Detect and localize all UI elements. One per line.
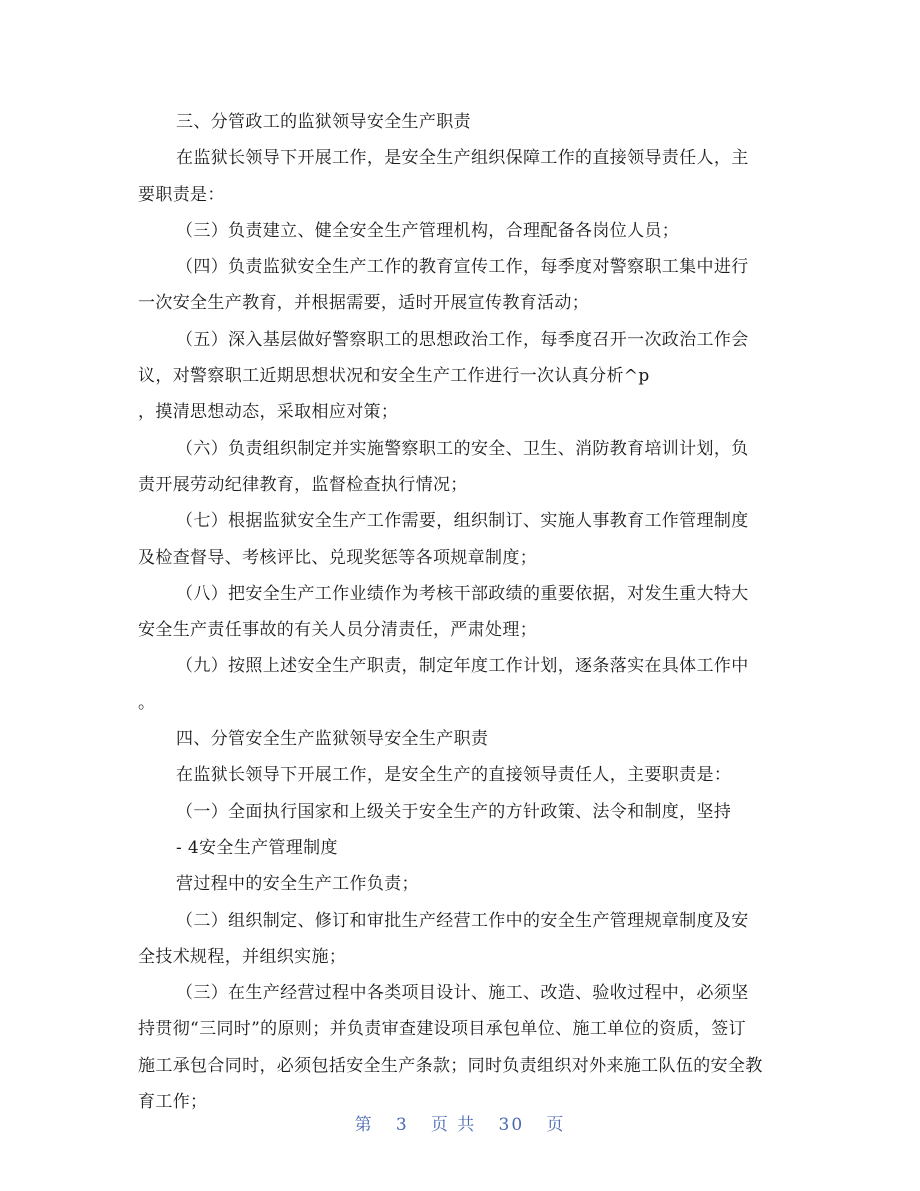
footer-prefix: 第 xyxy=(354,1115,374,1135)
text-line: 在监狱长领导下开展工作，是安全生产的直接领导责任人，主要职责是： xyxy=(176,765,732,786)
text-line: 三、分管政工的监狱领导安全生产职责 xyxy=(176,112,471,132)
text-line: 施工承包合同时，必须包括安全生产条款；同时负责组织对外来施工队伍的安全教 xyxy=(138,1055,763,1076)
text-line: 一次安全生产教育，并根据需要，适时开展宣传教育活动； xyxy=(138,293,590,314)
text-line: 议，对警察职工近期思想状况和安全生产工作进行一次认真分析^p xyxy=(138,366,650,387)
document-body xyxy=(138,104,788,1120)
text-line: 在监狱长领导下开展工作，是安全生产组织保障工作的直接领导责任人，主 xyxy=(176,148,749,169)
text-line: （八）把安全生产工作业绩作为考核干部政绩的重要依据，对发生重大特大 xyxy=(176,583,749,604)
text-line: 育工作； xyxy=(138,1092,208,1113)
text-line: 全技术规程，并组织实施； xyxy=(138,946,347,967)
text-line: （一）全面执行国家和上级关于安全生产的方针政策、法令和制度，坚持 xyxy=(176,801,732,822)
text-line: （六）负责组织制定并实施警察职工的安全、卫生、消防教育培训计划，负 xyxy=(176,438,749,459)
text-line: ，摸清思想动态，采取相应对策； xyxy=(138,402,399,423)
text-line: 安全生产责任事故的有关人员分清责任，严肃处理； xyxy=(138,620,538,641)
text-line: （七）根据监狱安全生产工作需要，组织制订、实施人事教育工作管理制度 xyxy=(176,511,749,532)
text-line: 责开展劳动纪律教育，监督检查执行情况； xyxy=(138,474,468,495)
footer-current-page: 3 xyxy=(395,1115,409,1135)
text-line: 四、分管安全生产监狱领导安全生产职责 xyxy=(176,729,489,750)
text-line: - 4安全生产管理制度 xyxy=(176,837,338,858)
text-line: （九）按照上述安全生产职责，制定年度工作计划，逐条落实在具体工作中 xyxy=(176,656,749,677)
text-line: 营过程中的安全生产工作负责； xyxy=(176,874,419,895)
page-footer xyxy=(0,1110,920,1135)
text-line: （五）深入基层做好警察职工的思想政治工作，每季度召开一次政治工作会 xyxy=(176,329,749,350)
text-line: 要职责是： xyxy=(138,184,225,205)
text-line: 及检查督导、考核评比、兑现奖惩等各项规章制度； xyxy=(138,547,538,568)
text-line: 。 xyxy=(138,692,156,713)
text-line: （三）负责建立、健全安全生产管理机构，合理配备各岗位人员； xyxy=(176,220,680,241)
footer-middle: 页 共 xyxy=(430,1115,477,1135)
text-line: （三）在生产经营过程中各类项目设计、施工、改造、验收过程中，必须坚 xyxy=(176,983,749,1004)
text-line: （四）负责监狱安全生产工作的教育宣传工作，每季度对警察职工集中进行 xyxy=(176,257,749,278)
footer-total-pages: 30 xyxy=(498,1115,525,1135)
footer-suffix: 页 xyxy=(546,1115,566,1135)
text-line: 持贯彻“三同时”的原则；并负责审查建设项目承包单位、施工单位的资质，签订 xyxy=(138,1019,746,1040)
text-line: （二）组织制定、修订和审批生产经营工作中的安全生产管理规章制度及安 xyxy=(176,910,749,931)
